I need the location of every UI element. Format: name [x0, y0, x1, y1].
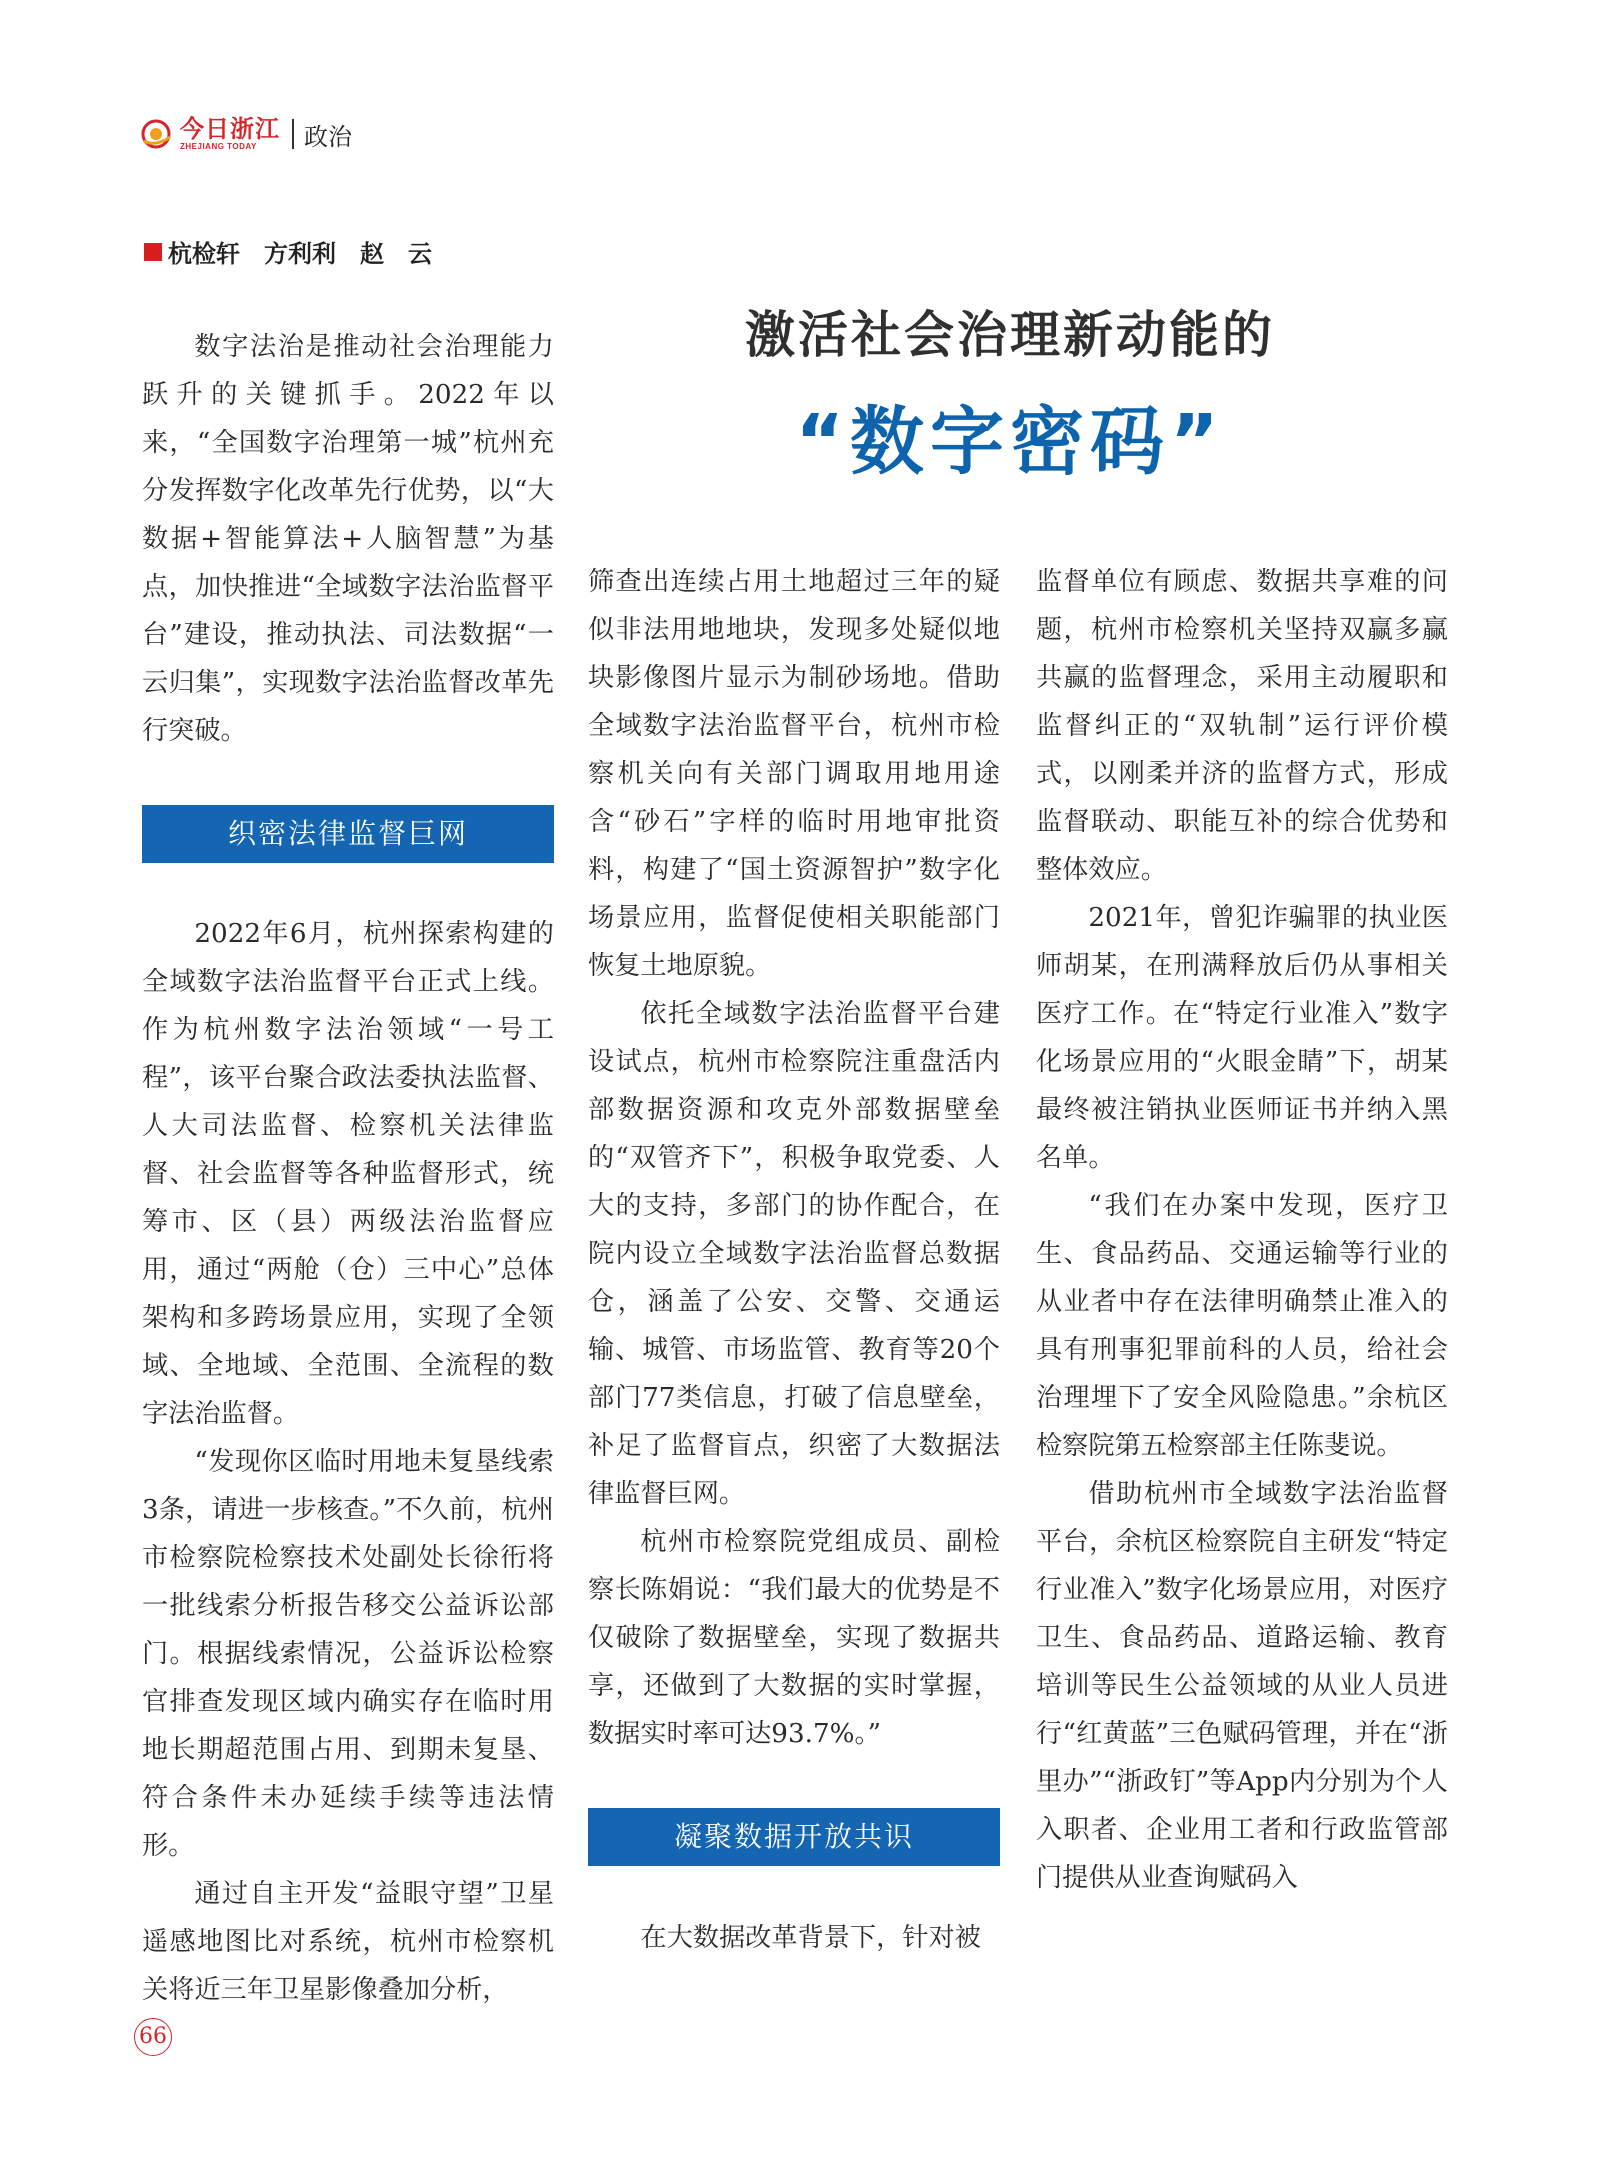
- paragraph: “我们在办案中发现，医疗卫生、食品药品、交通运输等行业的从业者中存在法律明确禁止准入的具有刑事犯罪前科的人员，给社会治理埋下了安全风险隐患。”余杭区检察院第五检察部主任陈斐说。: [1036, 1191, 1448, 1461]
- sun-logo-icon: [140, 117, 174, 151]
- paragraph: 通过自主开发“益眼守望”卫星遥感地图比对系统，杭州市检察机关将近三年卫星影像叠加分析，: [142, 1879, 554, 2005]
- page-header: [140, 112, 352, 156]
- paragraph: 筛查出连续占用土地超过三年的疑似非法用地地块，发现多处疑似地块影像图片显示为制砂场地。借助全域数字法治监督平台，杭州市检察机关向有关部门调取用地用途含“砂石”字样的临时用地审批资料，构建了“国土资源智护”数字化场景应用，监督促使相关职能部门恢复土地原貌。: [588, 567, 1000, 981]
- logo-chinese-text: 今日浙江: [180, 114, 280, 143]
- header-divider: [292, 119, 294, 149]
- title-line-1: 激活社会治理新动能的: [745, 306, 1275, 364]
- paragraph: “发现你区临时用地未复垦线索3条，请进一步核查。”不久前，杭州市检察院检察技术处副处长徐衎将一批线索分析报告移交公益诉讼部门。根据线索情况，公益诉讼检察官排查发现区域内确实存在临时用地长期超范围占用、到期未复垦、符合条件未办延续手续等违法情形。: [142, 1447, 554, 1861]
- logo-english-text: ZHEJIANG TODAY: [180, 142, 257, 151]
- column-2: [588, 558, 1000, 1962]
- subheading-2: 凝聚数据开放共识: [588, 1808, 1000, 1866]
- column-1: [142, 323, 554, 2014]
- paragraph: 监督单位有顾虑、数据共享难的问题，杭州市检察机关坚持双赢多赢共赢的监督理念，采用主动履职和监督纠正的“双轨制”运行评价模式，以刚柔并济的监督方式，形成监督联动、职能互补的综合优势和整体效应。: [1036, 567, 1448, 885]
- paragraph: 杭州市检察院党组成员、副检察长陈娟说：“我们最大的优势是不仅破除了数据壁垒，实现了数据共享，还做到了大数据的实时掌握，数据实时率可达93.7%。”: [588, 1527, 1000, 1749]
- red-square-icon: [144, 243, 162, 261]
- magazine-logo: [140, 116, 280, 152]
- byline: [144, 234, 432, 269]
- paragraph: 借助杭州市全域数字法治监督平台，余杭区检察院自主研发“特定行业准入”数字化场景应用，对医疗卫生、食品药品、道路运输、教育培训等民生公益领域的从业人员进行“红黄蓝”三色赋码管理，并在“浙里办”“浙政钉”等App内分别为个人入职者、企业用工者和行政监管部门提供从业查询赋码入: [1036, 1479, 1448, 1893]
- paragraph: 2022年6月，杭州探索构建的全域数字法治监督平台正式上线。作为杭州数字法治领域“一号工程”，该平台聚合政法委执法监督、人大司法监督、检察机关法律监督、社会监督等各种监督形式，统筹市、区（县）两级法治监督应用，通过“两舱（仓）三中心”总体架构和多跨场景应用，实现了全领域、全地域、全范围、全流程的数字法治监督。: [142, 919, 554, 1429]
- paragraph: 数字法治是推动社会治理能力跃升的关键抓手。2022年以来，“全国数字治理第一城”杭州充分发挥数字化改革先行优势，以“大数据+智能算法+人脑智慧”为基点，加快推进“全域数字法治监督平台”建设，推动执法、司法数据“一云归集”，实现数字法治监督改革先行突破。: [142, 332, 554, 746]
- paragraph: 在大数据改革背景下，针对被: [640, 1923, 981, 1953]
- subheading-1: 织密法律监督巨网: [142, 805, 554, 863]
- column-3: [1036, 558, 1448, 1902]
- page-number: 66: [134, 2018, 172, 2056]
- byline-authors: 杭检轩 方利利 赵 云: [168, 240, 432, 268]
- section-label: 政治: [304, 122, 352, 151]
- paragraph: 2021年，曾犯诈骗罪的执业医师胡某，在刑满释放后仍从事相关医疗工作。在“特定行业准入”数字化场景应用的“火眼金睛”下，胡某最终被注销执业医师证书并纳入黑名单。: [1036, 903, 1448, 1173]
- title-line-2: “数字密码”: [795, 399, 1225, 485]
- paragraph: 依托全域数字法治监督平台建设试点，杭州市检察院注重盘活内部数据资源和攻克外部数据壁垒的“双管齐下”，积极争取党委、人大的支持，多部门的协作配合，在院内设立全域数字法治监督总数据仓，涵盖了公安、交警、交通运输、城管、市场监管、教育等20个部门77类信息，打破了信息壁垒，补足了监督盲点，织密了大数据法律监督巨网。: [588, 999, 1000, 1509]
